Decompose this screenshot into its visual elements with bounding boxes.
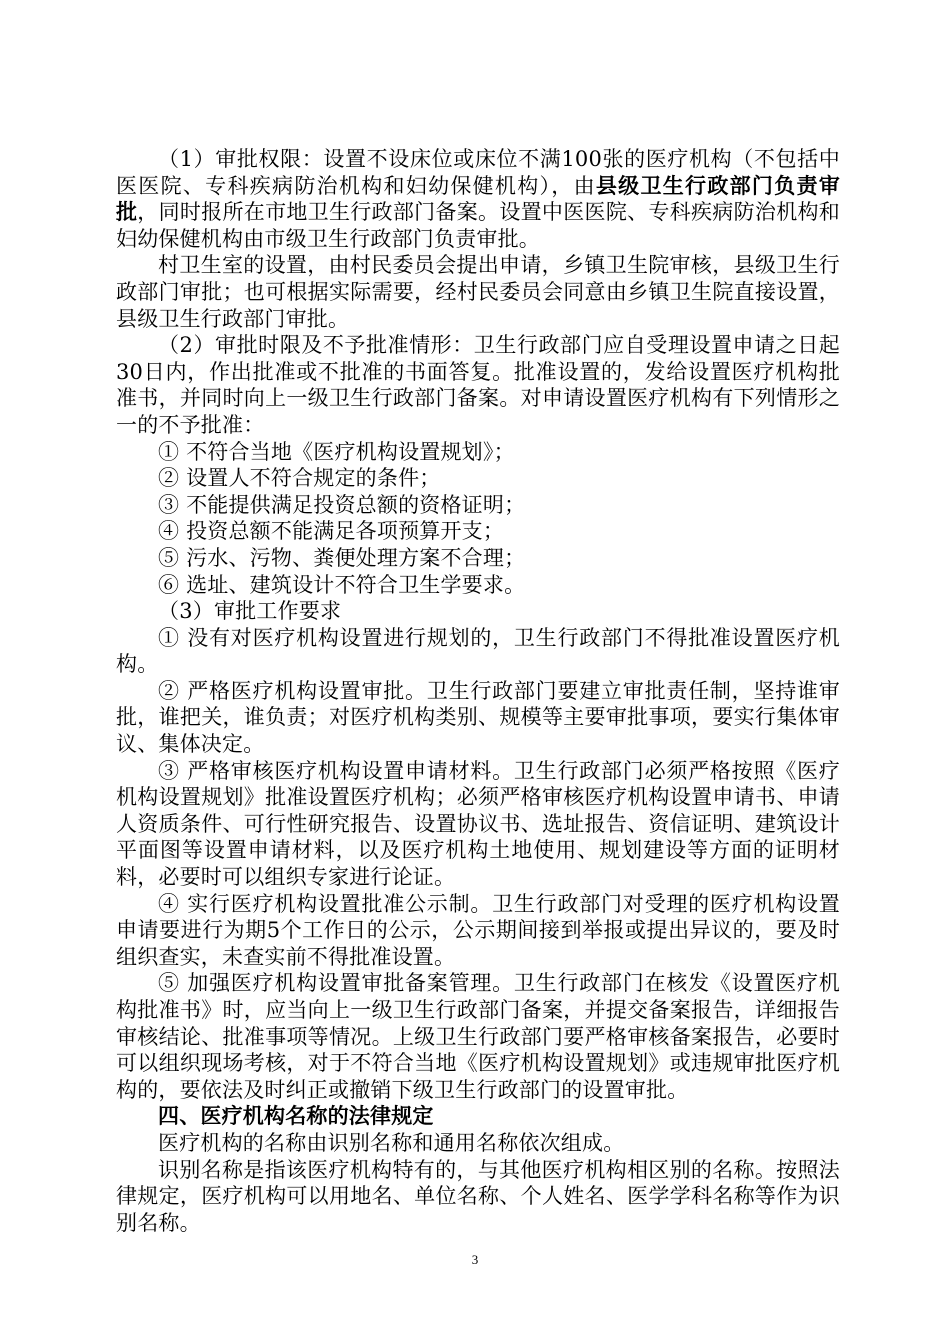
list-item: ④ 投资总额不能满足各项预算开支； [158, 519, 505, 544]
section-heading: 四、医疗机构名称的法律规定 [158, 1103, 434, 1129]
list-item: ③ 不能提供满足投资总额的资格证明； [158, 492, 526, 517]
list-item: ② 设置人不符合规定的条件； [158, 466, 441, 491]
list-item: ③ 严格审核医疗机构设置申请材料。卫生行政部门必须严格按照《医疗机构设置规划》批准设置医疗机构；必须严格审核医疗机构设置申请书、申请人资质条件、可行性研究报告、设置协议书、选址报告、资信证明、建筑设计平面图等设置申请材料，以及医疗机构土地使用、规划建设等方面的证明材料，必要时可以组织专家进行论证。 [116, 758, 840, 890]
page-number: 3 [471, 1252, 479, 1267]
paragraph-village-clinic: 村卫生室的设置，由村民委员会提出申请，乡镇卫生院审核，县级卫生行政部门审批；也可根据实际需要，经村民委员会同意由乡镇卫生院直接设置，县级卫生行政部门审批。 [116, 253, 840, 331]
paragraph-approval-authority: （1）审批权限：设置不设床位或床位不满100张的医疗机构（不包括中医医院、专科疾病防治机构和妇幼保健机构），由县级卫生行政部门负责审批，同时报所在市地卫生行政部门备案。设置中医医院、专科疾病防治机构和妇幼保健机构由市级卫生行政部门负责审批。 [116, 147, 840, 251]
list-item: ④ 实行医疗机构设置批准公示制。卫生行政部门对受理的医疗机构设置申请要进行为期5个工作日的公示，公示期间接到举报或提出异议的，要及时组织查实，未查实前不得批准设置。 [116, 891, 840, 969]
list-item: ② 严格医疗机构设置审批。卫生行政部门要建立审批责任制，坚持谁审批，谁把关，谁负责；对医疗机构类别、规模等主要审批事项，要实行集体审议、集体决定。 [116, 678, 840, 757]
subsection-title: （3）审批工作要求 [158, 599, 342, 624]
list-item: ① 没有对医疗机构设置进行规划的，卫生行政部门不得批准设置医疗机构。 [116, 625, 840, 677]
paragraph-identification-name: 识别名称是指该医疗机构特有的，与其他医疗机构相区别的名称。按照法律规定，医疗机构可以用地名、单位名称、个人姓名、医学学科名称等作为识别名称。 [116, 1157, 840, 1235]
document-body [116, 146, 840, 1236]
paragraph-approval-time-limit: （2）审批时限及不予批准情形：卫生行政部门应自受理设置申请之日起30日内，作出批准或不批准的书面答复。批准设置的，发给设置医疗机构批准书，并同时向上一级卫生行政部门备案。对申请设置医疗机构有下列情形之一的不予批准： [116, 333, 840, 437]
paragraph-name-composition: 医疗机构的名称由识别名称和通用名称依次组成。 [158, 1130, 625, 1155]
bold-emphasis: 县级卫生行政部门负责审批 [116, 172, 840, 225]
list-item: ⑥ 选址、建筑设计不符合卫生学要求。 [158, 572, 526, 597]
list-item: ⑤ 加强医疗机构设置审批备案管理。卫生行政部门在核发《设置医疗机构批准书》时，应当向上一级卫生行政部门备案，并提交备案报告，详细报告审核结论、批准事项等情况。上级卫生行政部门要严格审核备案报告，必要时可以组织现场考核，对于不符合当地《医疗机构设置规划》或违规审批医疗机构的，要依法及时纠正或撤销下级卫生行政部门的设置审批。 [116, 971, 840, 1102]
list-item: ⑤ 污水、污物、粪便处理方案不合理； [158, 545, 526, 570]
list-item: ① 不符合当地《医疗机构设置规划》； [158, 439, 515, 464]
